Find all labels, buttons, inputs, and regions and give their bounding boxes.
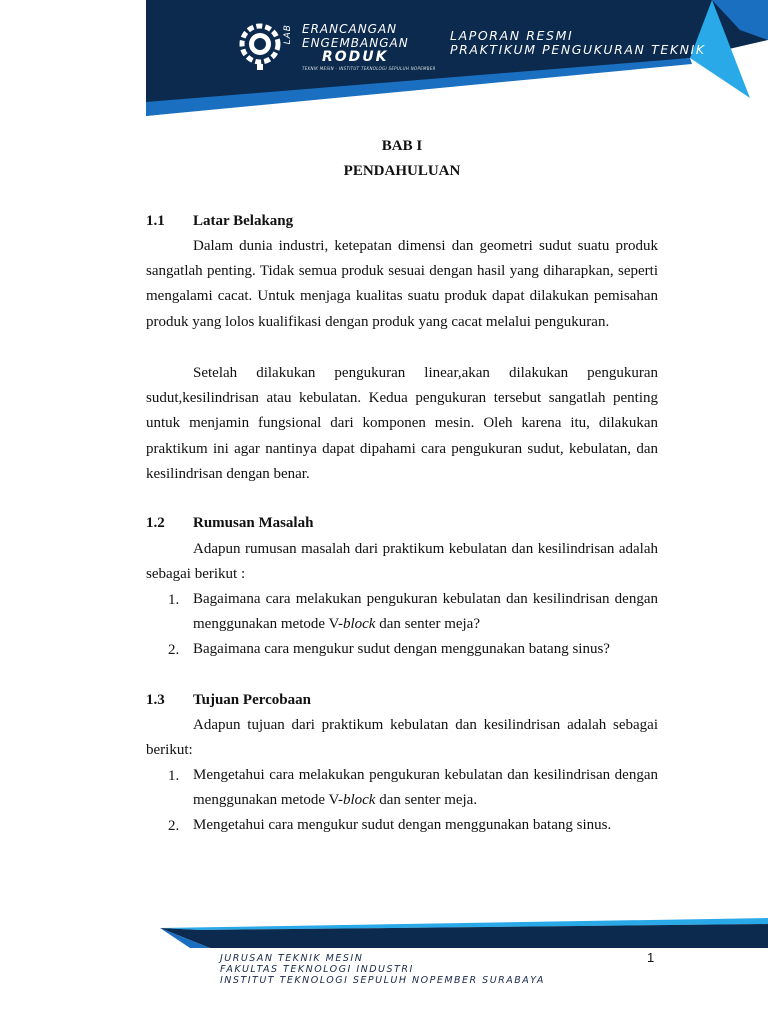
logo-line-2: ENGEMBANGAN xyxy=(302,36,409,50)
paragraph: Setelah dilakukan pengukuran linear,akan dilakukan pengukuran sudut,kesilindrisan atau kebulatan. Kedua pengukuran tersebut sangatlah penting untuk menjamin fungsional dari komponen mesin. Oleh karena itu, dilakukan praktikum ini agar nantinya dapat dipahami cara pengukuran sudut, kebulatan, dan kesilindrisan dengan benar. xyxy=(146,365,658,482)
section-number: 1.1 xyxy=(146,213,165,229)
logo-subtitle: TEKNIK MESIN - INSTITUT TEKNOLOGI SEPULUH NOPEMBER xyxy=(302,66,436,71)
footer-line-1: JURUSAN TEKNIK MESIN xyxy=(220,953,364,964)
footer-band xyxy=(0,918,768,950)
paragraph: Dalam dunia industri, ketepatan dimensi dan geometri sudut suatu produk sangatlah penting. Tidak semua produk sesuai dengan hasil yang diharapkan, seperti mengalami cacat. Untuk menjaga kualitas suatu produk dapat dilakukan pemisahan produk yang lolos kualifikasi dengan produk yang cacat melalui pengukuran. xyxy=(146,238,658,330)
paragraph: Adapun tujuan dari praktikum kebulatan dan kesilindrisan adalah sebagai berikut: xyxy=(146,717,658,759)
chapter-title: PENDAHULUAN xyxy=(343,163,461,179)
footer-line-3: INSTITUT TEKNOLOGI SEPULUH NOPEMBER SURABAYA xyxy=(220,975,545,986)
list-number: 1. xyxy=(168,592,180,608)
section-number: 1.2 xyxy=(146,515,165,531)
section-title: Rumusan Masalah xyxy=(193,515,314,531)
section-title: Tujuan Percobaan xyxy=(193,692,311,708)
page-header xyxy=(0,0,768,120)
page-number: 1 xyxy=(647,950,655,965)
report-title-2: PRAKTIKUM PENGUKURAN TEKNIK xyxy=(450,42,706,57)
list-item: Bagaimana cara melakukan pengukuran kebulatan dan kesilindrisan dengan menggunakan metode V-block dan senter meja? xyxy=(193,591,658,633)
list-item: Mengetahui cara mengukur sudut dengan menggunakan batang sinus. xyxy=(193,817,612,833)
section-title: Latar Belakang xyxy=(193,213,294,229)
footer-line-2: FAKULTAS TEKNOLOGI INDUSTRI xyxy=(220,964,414,975)
logo-line-1: ERANCANGAN xyxy=(302,22,398,36)
logo-line-3: RODUK xyxy=(322,49,389,65)
list-number: 1. xyxy=(168,768,180,784)
report-title-1: LAPORAN RESMI xyxy=(450,28,574,43)
list-item: Bagaimana cara mengukur sudut dengan menggunakan batang sinus? xyxy=(193,641,610,657)
list-number: 2. xyxy=(168,818,180,834)
section-number: 1.3 xyxy=(146,692,165,708)
list-item: Mengetahui cara melakukan pengukuran kebulatan dan kesilindrisan dengan menggunakan metode V-block dan senter meja. xyxy=(193,767,658,809)
chapter-label: BAB I xyxy=(381,138,423,154)
list-number: 2. xyxy=(168,642,180,658)
paragraph: Adapun rumusan masalah dari praktikum kebulatan dan kesilindrisan adalah sebagai berikut : xyxy=(146,541,658,583)
logo-lab-text: LAB xyxy=(283,24,293,45)
